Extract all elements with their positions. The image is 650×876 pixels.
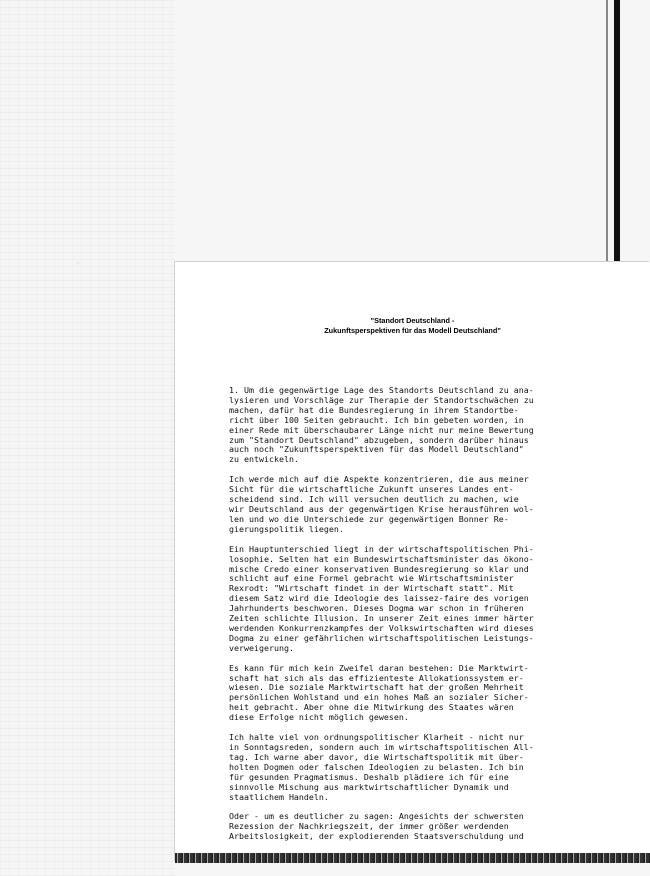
text-line: schaft hat sich als das effizienteste Allokationssystem er- — [229, 673, 524, 683]
text-line: schlicht auf eine Formel gebracht wie Wirtschaftsminister — [229, 574, 514, 584]
text-line: scheidend sind. Ich will versuchen deutlich zu machen, wie — [229, 495, 519, 505]
paragraph — [229, 386, 574, 465]
scan-edge-bar — [614, 0, 620, 262]
text-line: Rezession der Nachkriegszeit, der immer größer werdenden — [229, 822, 509, 832]
text-line: sinnvolle Mischung aus marktwirtschaftlicher Dynamik und — [229, 782, 509, 792]
title-line-1: "Standort Deutschland - — [370, 316, 455, 325]
scan-noise-left — [0, 0, 175, 876]
text-line: 1. Um die gegenwärtige Lage des Standorts Deutschland zu ana- — [229, 386, 534, 395]
paragraph — [229, 475, 574, 534]
text-line: Rexrodt: "Wirtschaft findet in der Wirtschaft statt". Mit — [229, 584, 514, 594]
text-line: auch noch "Zukunftsperspektiven für das Modell Deutschland" — [229, 445, 524, 455]
text-line: losophie. Selten hat ein Bundeswirtschaftsminister das ökono- — [229, 554, 534, 564]
text-line: Arbeitslosigkeit, der explodierenden Staatsverschuldung und — [229, 832, 524, 842]
text-line: diesem Satz wird die Ideologie des laissez-faire des vorigen — [229, 594, 529, 604]
text-line: verweigerung. — [229, 643, 294, 653]
text-line: diese Erfolge nicht möglich gewesen. — [229, 713, 409, 723]
text-line: Zeiten schlichte Illusion. In unserer Zeit eines immer härter — [229, 614, 534, 624]
text-line: machen, dafür hat die Bundesregierung in ihrem Standortbe- — [229, 405, 519, 415]
text-line: Oder - um es deutlicher zu sagen: Angesichts der schwersten — [229, 812, 524, 822]
text-line: persönlichen Wohlstand und ein hohes Maß an sozialer Sicher- — [229, 693, 529, 703]
text-line: Jahrhunderts beschworen. Dieses Dogma war schon in früheren — [229, 604, 524, 614]
title-line-2: Zukunftsperspektiven für das Modell Deutschland" — [324, 326, 501, 335]
text-line: richt über 100 Seiten gebraucht. Ich bin gebeten worden, in — [229, 415, 524, 425]
text-line: heit gebracht. Aber ohne die Mitwirkung des Staates wären — [229, 703, 514, 713]
text-line: gierungspolitik liegen. — [229, 524, 344, 534]
text-line: einer Rede mit überschaubarer Länge nicht nur meine Bewertung — [229, 425, 534, 435]
text-line: Ich werde mich auf die Aspekte konzentrieren, die aus meiner — [229, 475, 529, 485]
text-line: zu entwickeln. — [229, 455, 299, 465]
paragraph — [229, 733, 574, 802]
page-bottom-edge — [175, 853, 650, 863]
text-line: mische Credo einer konservativen Bundesregierung so klar und — [229, 564, 529, 574]
document-title — [175, 316, 650, 336]
text-line: wir Deutschland aus der gegenwärtigen Krise herausführen wol- — [229, 504, 534, 514]
text-line: Dogma zu einer gefährlichen wirtschaftspolitischen Leistungs- — [229, 633, 534, 643]
paragraph — [229, 664, 574, 723]
text-line: Sicht für die wirtschaftliche Zukunft unseres Landes ent- — [229, 485, 514, 495]
text-line: Es kann für mich kein Zweifel daran bestehen: Die Marktwirt- — [229, 663, 529, 673]
scan-edge-line — [606, 0, 608, 262]
text-line: lysieren und Vorschläge zur Therapie der Standortschwächen zu — [229, 395, 534, 405]
text-line: len und wo die Unterschiede zur gegenwärtigen Bonner Re- — [229, 514, 509, 524]
text-line: staatlichem Handeln. — [229, 792, 329, 802]
text-line: wiesen. Die soziale Marktwirtschaft hat der großen Mehrheit — [229, 683, 524, 693]
text-line: Ein Hauptunterschied liegt in der wirtschaftspolitischen Phi- — [229, 544, 534, 554]
text-line: tag. Ich warne aber davor, die Wirtschaftspolitik mit über- — [229, 752, 524, 762]
text-line: in Sonntagsreden, sondern auch im wirtschaftspolitischen All- — [229, 743, 534, 752]
text-line: zum "Standort Deutschland" abzugeben, sondern darüber hinaus — [229, 435, 529, 445]
text-line: für gesunden Pragmatismus. Deshalb plädiere ich für eine — [229, 772, 509, 782]
text-line: Ich halte viel von ordnungspolitischer Klarheit - nicht nur — [229, 733, 524, 743]
paragraph — [229, 545, 574, 654]
document-body — [229, 386, 574, 852]
text-line: holten Dogmen oder falschen Ideologien zu belasten. Ich bin — [229, 762, 524, 772]
text-line: werdenden Konkurrenzkampfes der Volkswirtschaften wird dieses — [229, 623, 534, 633]
paragraph — [229, 812, 574, 842]
